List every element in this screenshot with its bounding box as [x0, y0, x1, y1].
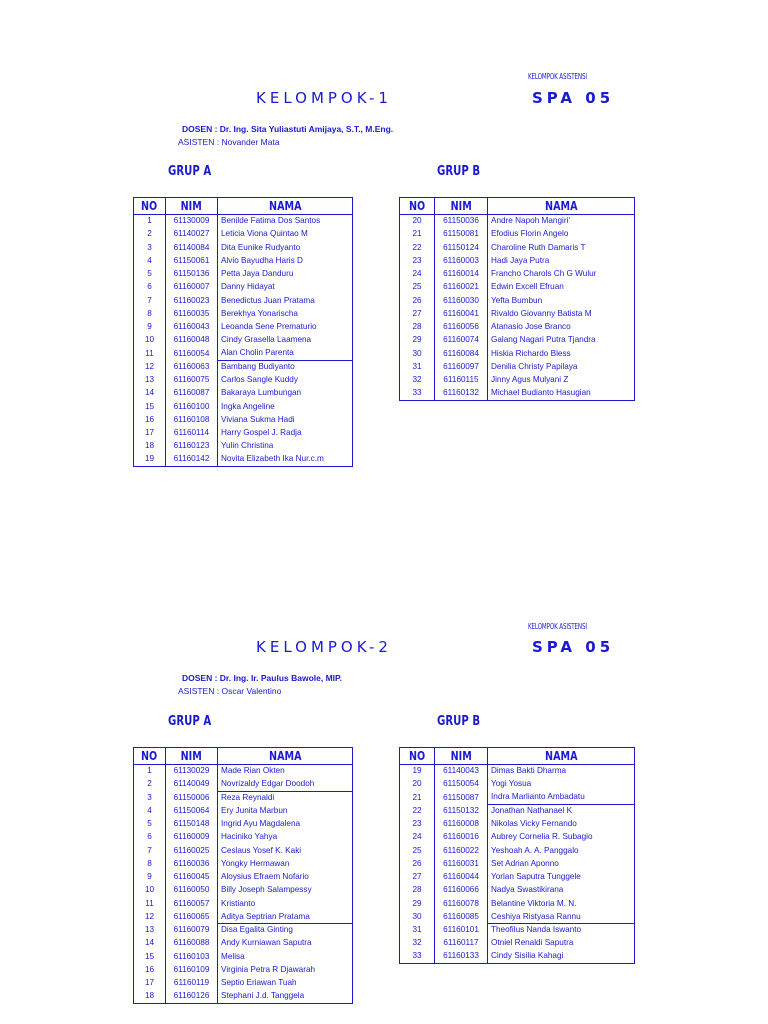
cell-nama: Cindy Sisilia Kahagi: [488, 950, 635, 963]
cell-nama: Yeshoah A. A. Panggalo: [488, 844, 635, 857]
header-nim: NIM: [435, 748, 488, 765]
cell-nama: Novita Elizabeth Ika Nur.c.m: [218, 453, 353, 466]
header-nama: NAMA: [218, 198, 353, 215]
cell-nim: 61160065: [166, 910, 218, 923]
table-row: [134, 321, 353, 334]
cell-no: 8: [134, 857, 166, 870]
table-row: [400, 241, 635, 254]
table-row: [134, 268, 353, 281]
cell-nama: Yongky Hermawan: [218, 857, 353, 870]
cell-nim: 61160142: [166, 453, 218, 466]
cell-no: 18: [134, 440, 166, 453]
cell-nim: 61160030: [435, 294, 488, 307]
table-row: [134, 427, 353, 440]
cell-nama: Cindy Grasella Laamena: [218, 334, 353, 347]
cell-nim: 61160057: [166, 897, 218, 910]
table-row: [134, 937, 353, 950]
table-row: [400, 281, 635, 294]
cell-nama: Melisa: [218, 950, 353, 963]
table-row: [134, 924, 353, 937]
cell-no: 15: [134, 950, 166, 963]
cell-nama: Alan Cholin Parenta: [218, 347, 353, 360]
table-header-row: [400, 748, 635, 765]
table-row: [400, 924, 635, 937]
table-row: [400, 897, 635, 910]
table-row: [134, 844, 353, 857]
cell-no: 25: [400, 844, 435, 857]
cell-nama: Stephani J.d. Tanggela: [218, 990, 353, 1003]
cell-nama: Ingrid Ayu Magdalena: [218, 818, 353, 831]
cell-nama: Galang Nagari Putra Tjandra: [488, 334, 635, 347]
cell-no: 30: [400, 347, 435, 360]
table-row: [134, 400, 353, 413]
dosen-line: DOSEN : Dr. Ing. Ir. Paulus Bawole, MIP.: [182, 673, 342, 683]
table-header-row: [134, 198, 353, 215]
cell-nim: 61160100: [166, 400, 218, 413]
cell-nama: Aubrey Cornelia R. Subagio: [488, 831, 635, 844]
asisten-line: ASISTEN : Novander Mata: [178, 137, 280, 147]
cell-no: 9: [134, 321, 166, 334]
cell-no: 27: [400, 307, 435, 320]
cell-no: 13: [134, 374, 166, 387]
cell-no: 6: [134, 281, 166, 294]
spa-code: SPA 05: [532, 89, 615, 107]
table-row: [400, 818, 635, 831]
table-row: [134, 347, 353, 360]
cell-nim: 61140084: [166, 241, 218, 254]
table-row: [134, 387, 353, 400]
grup-a-label: GRUP A: [168, 714, 212, 729]
cell-nim: 61160066: [435, 884, 488, 897]
cell-nama: Aditya Septrian Pratama: [218, 910, 353, 923]
cell-nim: 61160008: [435, 818, 488, 831]
table-row: [400, 871, 635, 884]
cell-nim: 61160074: [435, 334, 488, 347]
cell-nim: 61160003: [435, 254, 488, 267]
cell-nama: Alvio Bayudha Haris D: [218, 254, 353, 267]
cell-no: 7: [134, 294, 166, 307]
table-row: [134, 254, 353, 267]
table-row: [134, 765, 353, 778]
table-row: [400, 360, 635, 373]
cell-no: 24: [400, 268, 435, 281]
cell-nim: 61160045: [166, 871, 218, 884]
cell-no: 28: [400, 321, 435, 334]
cell-no: 16: [134, 963, 166, 976]
cell-nama: Haciniko Yahya: [218, 831, 353, 844]
cell-nama: Andy Kurniawan Saputra: [218, 937, 353, 950]
cell-nama: Rivaldo Giovanny Batista M: [488, 307, 635, 320]
cell-nama: Dita Eunike Rudyanto: [218, 241, 353, 254]
cell-nim: 61160132: [435, 387, 488, 400]
cell-no: 9: [134, 871, 166, 884]
cell-nim: 61160063: [166, 360, 218, 373]
table-row: [400, 778, 635, 791]
cell-nama: Septio Eriawan Tuah: [218, 977, 353, 990]
cell-no: 3: [134, 241, 166, 254]
table-row: [400, 937, 635, 950]
grup-a-label: GRUP A: [168, 164, 212, 179]
cell-nim: 61160007: [166, 281, 218, 294]
table-row: [400, 387, 635, 400]
cell-nim: 61160035: [166, 307, 218, 320]
table-row: [134, 804, 353, 817]
cell-nim: 61150036: [435, 215, 488, 228]
cell-no: 5: [134, 818, 166, 831]
cell-nim: 61160048: [166, 334, 218, 347]
kelompok-asistensi-label: KELOMPOK ASISTENSI: [528, 622, 587, 631]
cell-nama: Hiskia Richardo Bless: [488, 347, 635, 360]
cell-no: 31: [400, 924, 435, 937]
cell-no: 1: [134, 765, 166, 778]
cell-nim: 61160079: [166, 924, 218, 937]
header-nim: NIM: [435, 198, 488, 215]
cell-no: 14: [134, 937, 166, 950]
cell-nim: 61150054: [435, 778, 488, 791]
grup-b-label: GRUP B: [437, 714, 481, 729]
table-row: [400, 844, 635, 857]
cell-nim: 61160023: [166, 294, 218, 307]
cell-no: 12: [134, 910, 166, 923]
cell-nim: 61140027: [166, 228, 218, 241]
cell-nama: Made Rian Okten: [218, 765, 353, 778]
cell-nama: Novrizaldy Edgar Doodoh: [218, 778, 353, 791]
cell-nim: 61150081: [435, 228, 488, 241]
table-row: [134, 897, 353, 910]
cell-nama: Efodius Florin Angelo: [488, 228, 635, 241]
cell-nama: Denilia Christy Papilaya: [488, 360, 635, 373]
cell-nama: Ceshiya Ristyasa Rannu: [488, 910, 635, 923]
cell-nama: Reza Reynaldi: [218, 791, 353, 804]
grup-b-label: GRUP B: [437, 164, 481, 179]
table-row: [400, 950, 635, 963]
cell-no: 17: [134, 427, 166, 440]
cell-no: 5: [134, 268, 166, 281]
cell-no: 20: [400, 778, 435, 791]
cell-no: 18: [134, 990, 166, 1003]
table-row: [134, 281, 353, 294]
header-nama: NAMA: [488, 198, 635, 215]
cell-nama: Indra Marlianto Ambadatu: [488, 791, 635, 804]
cell-nim: 61160119: [166, 977, 218, 990]
cell-nim: 61150006: [166, 791, 218, 804]
kelompok-asistensi-label: KELOMPOK ASISTENSI: [528, 72, 587, 81]
header-no: NO: [400, 198, 435, 215]
cell-nama: Jinny Agus Mulyani Z: [488, 374, 635, 387]
cell-nim: 61150064: [166, 804, 218, 817]
spa-code: SPA 05: [532, 638, 615, 656]
table-row: [400, 294, 635, 307]
cell-nim: 61160043: [166, 321, 218, 334]
cell-no: 3: [134, 791, 166, 804]
cell-no: 7: [134, 844, 166, 857]
table-row: [134, 778, 353, 791]
table-row: [134, 963, 353, 976]
cell-nama: Nadya Swastikirana: [488, 884, 635, 897]
table-row: [134, 871, 353, 884]
table-row: [134, 453, 353, 466]
cell-nama: Disa Egalita Ginting: [218, 924, 353, 937]
cell-no: 32: [400, 937, 435, 950]
header-no: NO: [400, 748, 435, 765]
cell-no: 4: [134, 804, 166, 817]
cell-nama: Berekhya Yonarischa: [218, 307, 353, 320]
header-nama: NAMA: [488, 748, 635, 765]
cell-no: 33: [400, 387, 435, 400]
cell-nim: 61160078: [435, 897, 488, 910]
cell-no: 23: [400, 254, 435, 267]
cell-nim: 61160108: [166, 413, 218, 426]
cell-nim: 61150148: [166, 818, 218, 831]
table-row: [134, 374, 353, 387]
cell-no: 26: [400, 857, 435, 870]
cell-nama: Yefta Bumbun: [488, 294, 635, 307]
cell-nim: 61160115: [435, 374, 488, 387]
table-header-row: [400, 198, 635, 215]
table-row: [134, 241, 353, 254]
cell-nama: Benilde Fatima Dos Santos: [218, 215, 353, 228]
header-no: NO: [134, 198, 166, 215]
cell-nim: 61160126: [166, 990, 218, 1003]
cell-nama: Kristianto: [218, 897, 353, 910]
table-row: [400, 884, 635, 897]
grup-b-table: [399, 197, 635, 401]
cell-nim: 61160022: [435, 844, 488, 857]
cell-nim: 61160097: [435, 360, 488, 373]
cell-nim: 61160088: [166, 937, 218, 950]
cell-no: 11: [134, 347, 166, 360]
table-row: [134, 977, 353, 990]
grup-a-table: [133, 747, 353, 1004]
table-row: [134, 215, 353, 228]
table-row: [134, 818, 353, 831]
cell-no: 29: [400, 334, 435, 347]
cell-no: 13: [134, 924, 166, 937]
cell-no: 2: [134, 228, 166, 241]
cell-no: 6: [134, 831, 166, 844]
table-header-row: [134, 748, 353, 765]
cell-nim: 61160044: [435, 871, 488, 884]
cell-no: 33: [400, 950, 435, 963]
table-row: [134, 950, 353, 963]
cell-no: 28: [400, 884, 435, 897]
table-row: [400, 334, 635, 347]
cell-nim: 61150124: [435, 241, 488, 254]
cell-no: 31: [400, 360, 435, 373]
grup-a-table: [133, 197, 353, 467]
cell-nim: 61140049: [166, 778, 218, 791]
dosen-line: DOSEN : Dr. Ing. Sita Yuliastuti Amijaya, S.T., M.Eng.: [182, 124, 394, 134]
cell-no: 21: [400, 228, 435, 241]
cell-nim: 61160087: [166, 387, 218, 400]
table-row: [134, 360, 353, 373]
table-row: [134, 440, 353, 453]
cell-nama: Yorlan Saputra Tunggele: [488, 871, 635, 884]
cell-no: 21: [400, 791, 435, 804]
cell-nim: 61150132: [435, 804, 488, 817]
cell-nim: 61130029: [166, 765, 218, 778]
cell-no: 8: [134, 307, 166, 320]
cell-nama: Bambang Budiyanto: [218, 360, 353, 373]
cell-nama: Otniel Renaldi Saputra: [488, 937, 635, 950]
cell-nim: 61160050: [166, 884, 218, 897]
cell-nim: 61160009: [166, 831, 218, 844]
cell-no: 4: [134, 254, 166, 267]
table-row: [400, 228, 635, 241]
cell-no: 14: [134, 387, 166, 400]
table-row: [400, 321, 635, 334]
cell-nama: Belantine Viktoria M. N.: [488, 897, 635, 910]
kelompok-title: KELOMPOK-2: [256, 638, 392, 656]
header-nama: NAMA: [218, 748, 353, 765]
table-row: [134, 857, 353, 870]
cell-nama: Theofilus Nanda Iswanto: [488, 924, 635, 937]
table-row: [400, 804, 635, 817]
cell-nama: Hadi Jaya Putra: [488, 254, 635, 267]
table-row: [134, 307, 353, 320]
cell-nim: 61160123: [166, 440, 218, 453]
cell-nim: 61160041: [435, 307, 488, 320]
cell-nim: 61160084: [435, 347, 488, 360]
cell-nim: 61160114: [166, 427, 218, 440]
cell-no: 1: [134, 215, 166, 228]
grup-b-table: [399, 747, 635, 964]
header-nim: NIM: [166, 198, 218, 215]
table-row: [134, 334, 353, 347]
table-row: [134, 910, 353, 923]
cell-no: 19: [134, 453, 166, 466]
cell-no: 26: [400, 294, 435, 307]
cell-nama: Virginia Petra R Djawarah: [218, 963, 353, 976]
cell-nama: Billy Joseph Salampessy: [218, 884, 353, 897]
cell-nim: 61160117: [435, 937, 488, 950]
cell-nim: 61160101: [435, 924, 488, 937]
cell-nama: Aloysius Efraem Nofario: [218, 871, 353, 884]
table-row: [400, 857, 635, 870]
cell-no: 12: [134, 360, 166, 373]
cell-nama: Nikolas Vicky Fernando: [488, 818, 635, 831]
table-row: [400, 791, 635, 804]
cell-nim: 61150087: [435, 791, 488, 804]
cell-no: 10: [134, 334, 166, 347]
cell-nim: 61160031: [435, 857, 488, 870]
cell-no: 19: [400, 765, 435, 778]
cell-nim: 61140043: [435, 765, 488, 778]
cell-nama: Jonathan Nathanael K: [488, 804, 635, 817]
cell-nama: Yogi Yosua: [488, 778, 635, 791]
cell-nim: 61150136: [166, 268, 218, 281]
cell-no: 2: [134, 778, 166, 791]
table-row: [134, 884, 353, 897]
cell-nim: 61160025: [166, 844, 218, 857]
cell-nim: 61160133: [435, 950, 488, 963]
table-row: [400, 347, 635, 360]
cell-nama: Set Adrian Aponno: [488, 857, 635, 870]
cell-nim: 61160103: [166, 950, 218, 963]
cell-nim: 61160109: [166, 963, 218, 976]
cell-nama: Yulin Christina: [218, 440, 353, 453]
cell-no: 20: [400, 215, 435, 228]
cell-no: 29: [400, 897, 435, 910]
table-row: [134, 294, 353, 307]
cell-nim: 61160075: [166, 374, 218, 387]
cell-nama: Benedictus Juan Pratama: [218, 294, 353, 307]
cell-no: 16: [134, 413, 166, 426]
header-nim: NIM: [166, 748, 218, 765]
table-row: [134, 228, 353, 241]
header-no: NO: [134, 748, 166, 765]
cell-no: 10: [134, 884, 166, 897]
cell-no: 24: [400, 831, 435, 844]
table-row: [400, 254, 635, 267]
cell-nama: Ceslaus Yosef K. Kaki: [218, 844, 353, 857]
cell-no: 23: [400, 818, 435, 831]
cell-no: 32: [400, 374, 435, 387]
cell-nama: Carlos Sangle Kuddy: [218, 374, 353, 387]
cell-nim: 61160016: [435, 831, 488, 844]
cell-nim: 61130009: [166, 215, 218, 228]
cell-no: 22: [400, 241, 435, 254]
cell-no: 11: [134, 897, 166, 910]
table-row: [134, 831, 353, 844]
cell-nama: Andre Napoh Mangiri': [488, 215, 635, 228]
cell-nim: 61160021: [435, 281, 488, 294]
cell-nama: Charoline Ruth Damaris T: [488, 241, 635, 254]
table-row: [400, 765, 635, 778]
cell-no: 17: [134, 977, 166, 990]
cell-no: 22: [400, 804, 435, 817]
cell-nama: Ery Junita Marbun: [218, 804, 353, 817]
cell-nim: 61160014: [435, 268, 488, 281]
cell-nama: Dimas Bakti Dharma: [488, 765, 635, 778]
cell-nama: Edwin Excell Efruan: [488, 281, 635, 294]
cell-nama: Leoanda Sene Prematurio: [218, 321, 353, 334]
cell-nim: 61160036: [166, 857, 218, 870]
table-row: [134, 990, 353, 1003]
cell-nama: Francho Charols Ch G Wulur: [488, 268, 635, 281]
asisten-line: ASISTEN : Oscar Valentino: [178, 686, 282, 696]
table-row: [134, 791, 353, 804]
cell-nama: Bakaraya Lumbungan: [218, 387, 353, 400]
table-row: [400, 215, 635, 228]
cell-nama: Michael Budianto Hasugian: [488, 387, 635, 400]
cell-nim: 61160056: [435, 321, 488, 334]
table-row: [400, 910, 635, 923]
cell-no: 25: [400, 281, 435, 294]
cell-nim: 61160085: [435, 910, 488, 923]
table-row: [400, 374, 635, 387]
cell-nama: Atanasio Jose Branco: [488, 321, 635, 334]
cell-nama: Leticia Viona Quintao M: [218, 228, 353, 241]
cell-nama: Danny Hidayat: [218, 281, 353, 294]
table-row: [400, 831, 635, 844]
cell-nama: Ingka Angeline: [218, 400, 353, 413]
cell-nim: 61160054: [166, 347, 218, 360]
kelompok-title: KELOMPOK-1: [256, 89, 392, 107]
cell-nama: Viviana Sukma Hadi: [218, 413, 353, 426]
cell-no: 15: [134, 400, 166, 413]
table-row: [400, 268, 635, 281]
cell-no: 30: [400, 910, 435, 923]
cell-nim: 61150061: [166, 254, 218, 267]
cell-no: 27: [400, 871, 435, 884]
cell-nama: Harry Gospel J. Radja: [218, 427, 353, 440]
table-row: [134, 413, 353, 426]
cell-nama: Petta Jaya Danduru: [218, 268, 353, 281]
table-row: [400, 307, 635, 320]
